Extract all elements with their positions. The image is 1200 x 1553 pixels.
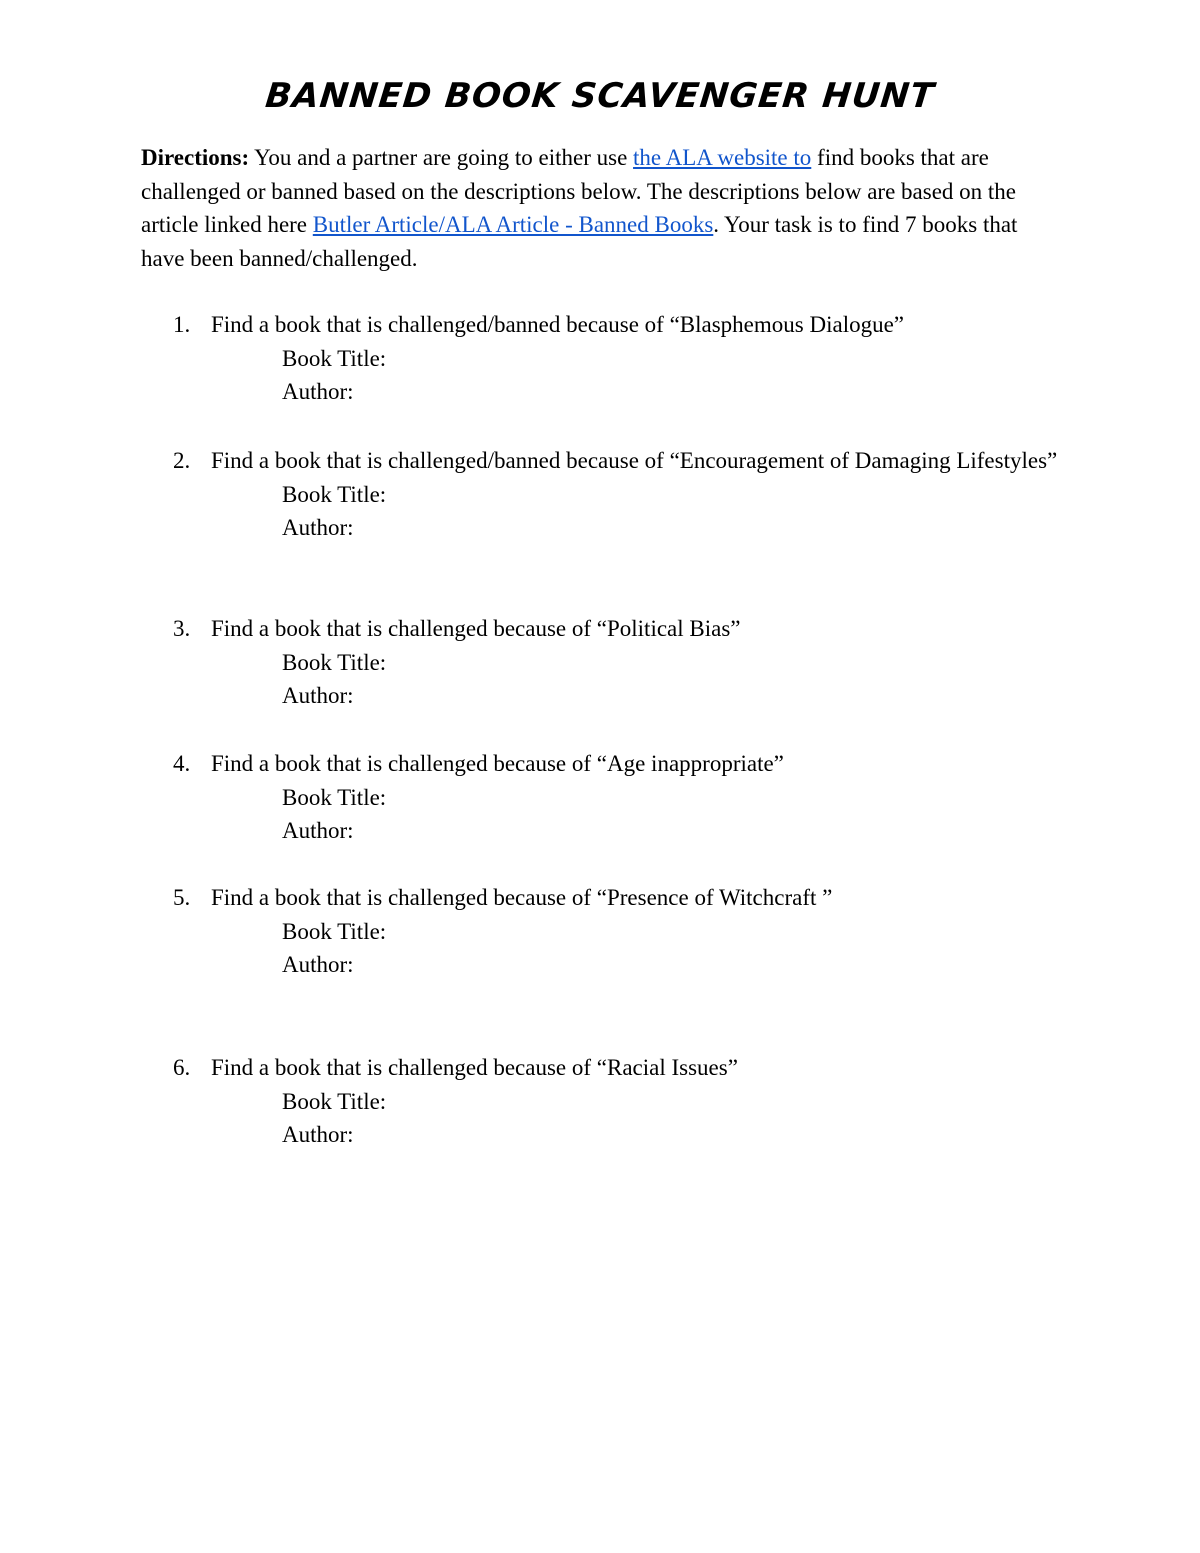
book-title-label: Book Title: [282, 345, 387, 371]
item-number: 3. [173, 616, 191, 641]
list-item [141, 612, 1061, 713]
page-title: BANNED BOOK SCAVENGER HUNT [263, 76, 937, 116]
author-label: Author: [282, 683, 354, 709]
butler-article-link[interactable]: Butler Article/ALA Article - Banned Books [312, 212, 714, 238]
list-item [141, 881, 1061, 982]
directions-text-3: . Your task is to find 7 books that have been banned/challenged. [141, 212, 1018, 271]
book-title-label: Book Title: [282, 481, 387, 507]
list-item [141, 308, 1061, 409]
item-prompt: Find a book that is challenged/banned because of “Blasphemous Dialogue” [211, 312, 904, 337]
item-number: 4. [173, 751, 191, 776]
book-title-label: Book Title: [282, 784, 387, 810]
author-label: Author: [282, 952, 354, 978]
list-item [141, 444, 1061, 545]
author-label: Author: [282, 818, 354, 844]
item-prompt: Find a book that is challenged because of “Racial Issues” [211, 1055, 738, 1080]
item-prompt: Find a book that is challenged because of “Age inappropriate” [211, 751, 784, 776]
book-title-label: Book Title: [282, 1088, 387, 1114]
directions-text-1: You and a partner are going to either use [249, 145, 634, 170]
list-item [141, 747, 1061, 848]
item-number: 2. [173, 448, 191, 473]
author-label: Author: [282, 1122, 354, 1148]
book-title-label: Book Title: [282, 649, 387, 675]
item-number: 6. [173, 1055, 191, 1080]
item-prompt: Find a book that is challenged/banned because of “Encouragement of Damaging Lifestyles” [211, 448, 1058, 473]
directions-text-2: find books that are challenged or banned based on the descriptions below. The descriptions below are based on the article linked here [141, 145, 1017, 238]
list-item [141, 1051, 1061, 1152]
item-number: 1. [173, 312, 191, 337]
ala-website-link[interactable]: the ALA website to [633, 145, 812, 170]
directions-label: Directions: [141, 145, 250, 170]
item-prompt: Find a book that is challenged because of “Political Bias” [211, 616, 741, 641]
directions-paragraph [141, 141, 1061, 275]
book-title-label: Book Title: [282, 918, 387, 944]
item-number: 5. [173, 885, 191, 910]
author-label: Author: [282, 379, 354, 405]
author-label: Author: [282, 515, 354, 541]
item-prompt: Find a book that is challenged because of “Presence of Witchcraft ” [211, 885, 833, 910]
